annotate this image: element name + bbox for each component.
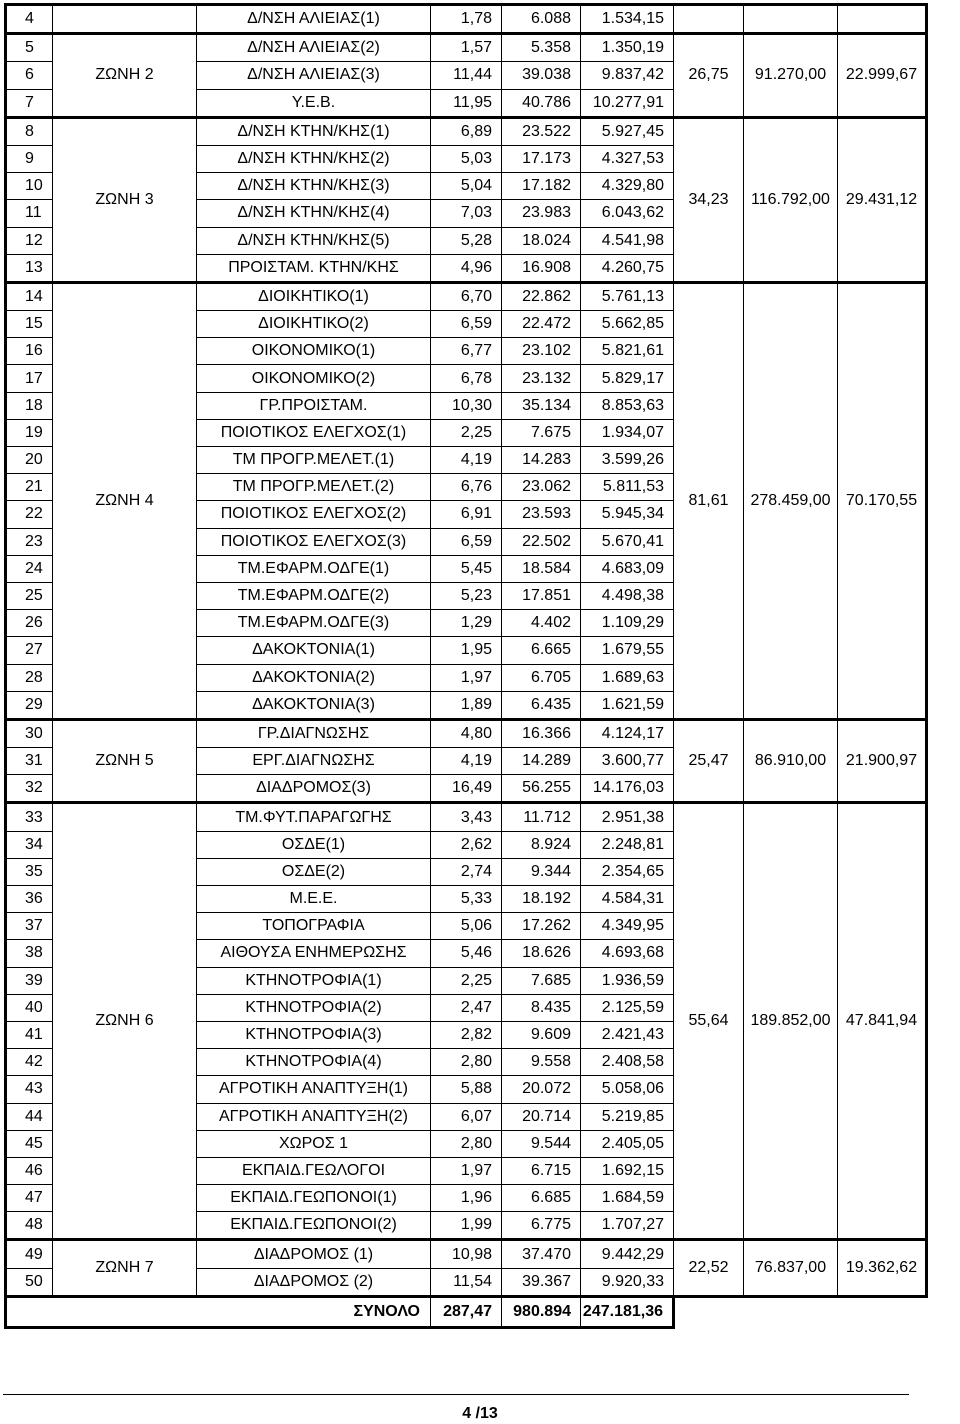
area-value: 11,95 [431, 89, 502, 117]
cost-value: 1.350,19 [581, 34, 674, 62]
cost-value: 1.679,55 [581, 637, 674, 664]
area-value: 5,28 [431, 227, 502, 254]
row-number: 38 [6, 940, 53, 967]
cost-value: 1.689,63 [581, 664, 674, 691]
area-value: 1,97 [431, 664, 502, 691]
area-value: 2,25 [431, 419, 502, 446]
volume-value: 5.358 [502, 34, 581, 62]
table-body [6, 5, 927, 1328]
row-number: 33 [6, 803, 53, 831]
volume-value: 23.522 [502, 117, 581, 145]
row-number: 18 [6, 392, 53, 419]
volume-value: 9.558 [502, 1049, 581, 1076]
zone-total-area: 55,64 [674, 803, 744, 1240]
volume-value: 22.502 [502, 528, 581, 555]
zone-total-cost: 70.170,55 [838, 282, 927, 719]
space-name: ΕΚΠΑΙΔ.ΓΕΩΛΟΓΟΙ [197, 1157, 431, 1184]
cost-value: 9.837,42 [581, 62, 674, 89]
cost-value: 1.936,59 [581, 967, 674, 994]
cost-value: 14.176,03 [581, 775, 674, 803]
area-value: 11,44 [431, 62, 502, 89]
cost-value: 5.829,17 [581, 365, 674, 392]
cost-value: 1.934,07 [581, 419, 674, 446]
zone-total-volume: 91.270,00 [744, 34, 838, 118]
area-value: 6,59 [431, 311, 502, 338]
footer-divider [3, 1394, 909, 1395]
zone-label: ΖΩΝΗ 6 [53, 803, 197, 1240]
space-name: ΠΡΟΙΣΤΑΜ. ΚΤΗΝ/ΚΗΣ [197, 254, 431, 282]
space-name: ΑΓΡΟΤΙΚΗ ΑΝΑΠΤΥΞΗ(2) [197, 1103, 431, 1130]
row-number: 21 [6, 474, 53, 501]
row-number: 37 [6, 913, 53, 940]
table-row [6, 282, 927, 310]
row-number: 47 [6, 1185, 53, 1212]
row-number: 4 [6, 5, 53, 34]
volume-value: 11.712 [502, 803, 581, 831]
area-value: 5,03 [431, 145, 502, 172]
cost-value: 4.349,95 [581, 913, 674, 940]
volume-value: 56.255 [502, 775, 581, 803]
cost-value: 5.945,34 [581, 501, 674, 528]
grand-total-volume: 980.894 [502, 1296, 581, 1327]
space-name: ΕΚΠΑΙΔ.ΓΕΩΠΟΝΟΙ(1) [197, 1185, 431, 1212]
volume-value: 40.786 [502, 89, 581, 117]
zone-label: ΖΩΝΗ 3 [53, 117, 197, 282]
area-value: 5,04 [431, 173, 502, 200]
volume-value: 6.435 [502, 691, 581, 719]
area-value: 1,99 [431, 1212, 502, 1240]
row-number: 26 [6, 610, 53, 637]
volume-value: 9.544 [502, 1130, 581, 1157]
space-name: ΚΤΗΝΟΤΡΟΦΙΑ(4) [197, 1049, 431, 1076]
zone-total-volume: 116.792,00 [744, 117, 838, 282]
space-name: ΑΓΡΟΤΙΚΗ ΑΝΑΠΤΥΞΗ(1) [197, 1076, 431, 1103]
space-name: ΚΤΗΝΟΤΡΟΦΙΑ(2) [197, 994, 431, 1021]
space-name: ΚΤΗΝΟΤΡΟΦΙΑ(1) [197, 967, 431, 994]
volume-value: 6.705 [502, 664, 581, 691]
area-value: 5,06 [431, 913, 502, 940]
area-value: 2,82 [431, 1021, 502, 1048]
row-number: 13 [6, 254, 53, 282]
area-value: 6,78 [431, 365, 502, 392]
volume-value: 39.367 [502, 1268, 581, 1296]
area-value: 1,29 [431, 610, 502, 637]
volume-value: 6.685 [502, 1185, 581, 1212]
row-number: 40 [6, 994, 53, 1021]
zone-total-area: 81,61 [674, 282, 744, 719]
space-name: Δ/ΝΣΗ ΑΛΙΕΙΑΣ(3) [197, 62, 431, 89]
row-number: 15 [6, 311, 53, 338]
space-name: ΟΙΚΟΝΟΜΙΚΟ(2) [197, 365, 431, 392]
cost-value: 2.125,59 [581, 994, 674, 1021]
area-value: 6,70 [431, 282, 502, 310]
row-number: 39 [6, 967, 53, 994]
area-value: 4,19 [431, 447, 502, 474]
grand-total-cost: 247.181,36 [581, 1296, 674, 1327]
space-name: ΕΚΠΑΙΔ.ΓΕΩΠΟΝΟΙ(2) [197, 1212, 431, 1240]
cost-value: 5.058,06 [581, 1076, 674, 1103]
volume-value: 17.173 [502, 145, 581, 172]
volume-value: 35.134 [502, 392, 581, 419]
row-number: 30 [6, 719, 53, 747]
space-name: Δ/ΝΣΗ ΑΛΙΕΙΑΣ(1) [197, 5, 431, 34]
area-value: 1,57 [431, 34, 502, 62]
space-name: ΔΙΑΔΡΟΜΟΣ (2) [197, 1268, 431, 1296]
row-number: 35 [6, 858, 53, 885]
row-number: 27 [6, 637, 53, 664]
row-number: 36 [6, 886, 53, 913]
row-number: 48 [6, 1212, 53, 1240]
volume-value: 22.862 [502, 282, 581, 310]
zone-label: ΖΩΝΗ 2 [53, 34, 197, 118]
space-name: ΔΑΚΟΚΤΟΝΙΑ(2) [197, 664, 431, 691]
zone-label: ΖΩΝΗ 7 [53, 1240, 197, 1296]
area-value: 6,89 [431, 117, 502, 145]
row-number: 25 [6, 582, 53, 609]
area-value: 6,77 [431, 338, 502, 365]
cost-value: 4.693,68 [581, 940, 674, 967]
allocation-table [4, 3, 928, 1329]
row-number: 6 [6, 62, 53, 89]
space-name: ΠΟΙΟΤΙΚΟΣ ΕΛΕΓΧΟΣ(3) [197, 528, 431, 555]
area-value: 1,78 [431, 5, 502, 34]
row-number: 46 [6, 1157, 53, 1184]
table-row [6, 117, 927, 145]
cost-value: 2.405,05 [581, 1130, 674, 1157]
space-name: ΔΙΟΙΚΗΤΙΚΟ(2) [197, 311, 431, 338]
space-name: Δ/ΝΣΗ ΚΤΗΝ/ΚΗΣ(5) [197, 227, 431, 254]
space-name: ΔΑΚΟΚΤΟΝΙΑ(3) [197, 691, 431, 719]
space-name: ΑΙΘΟΥΣΑ ΕΝΗΜΕΡΩΣΗΣ [197, 940, 431, 967]
page-number: 4 /13 [462, 1405, 498, 1422]
space-name: ΠΟΙΟΤΙΚΟΣ ΕΛΕΓΧΟΣ(1) [197, 419, 431, 446]
area-value: 2,25 [431, 967, 502, 994]
cost-value: 4.329,80 [581, 173, 674, 200]
cost-value: 5.662,85 [581, 311, 674, 338]
volume-value: 17.851 [502, 582, 581, 609]
space-name: ΤΜ.ΕΦΑΡΜ.ΟΔΓΕ(3) [197, 610, 431, 637]
table-row [6, 5, 927, 34]
area-value: 1,97 [431, 1157, 502, 1184]
zone-total-volume: 278.459,00 [744, 282, 838, 719]
row-number: 49 [6, 1240, 53, 1268]
space-name: ΟΙΚΟΝΟΜΙΚΟ(1) [197, 338, 431, 365]
cost-value: 3.599,26 [581, 447, 674, 474]
row-number: 44 [6, 1103, 53, 1130]
cost-value: 5.761,13 [581, 282, 674, 310]
area-value: 10,30 [431, 392, 502, 419]
volume-value: 23.132 [502, 365, 581, 392]
table-row [6, 34, 927, 62]
space-name: ΠΟΙΟΤΙΚΟΣ ΕΛΕΓΧΟΣ(2) [197, 501, 431, 528]
volume-value: 14.289 [502, 748, 581, 775]
area-value: 5,88 [431, 1076, 502, 1103]
volume-value: 4.402 [502, 610, 581, 637]
space-name: Δ/ΝΣΗ ΚΤΗΝ/ΚΗΣ(2) [197, 145, 431, 172]
zone-total-cost: 22.999,67 [838, 34, 927, 118]
table-row [6, 803, 927, 831]
volume-value: 23.062 [502, 474, 581, 501]
zone-total-volume: 86.910,00 [744, 719, 838, 803]
space-name: Δ/ΝΣΗ ΑΛΙΕΙΑΣ(2) [197, 34, 431, 62]
zone-total-volume: 189.852,00 [744, 803, 838, 1240]
volume-value: 18.192 [502, 886, 581, 913]
space-name: ΤΜ ΠΡΟΓΡ.ΜΕΛΕΤ.(1) [197, 447, 431, 474]
area-value: 3,43 [431, 803, 502, 831]
cost-value: 1.692,15 [581, 1157, 674, 1184]
volume-value: 17.182 [502, 173, 581, 200]
space-name: ΤΜ.ΕΦΑΡΜ.ΟΔΓΕ(1) [197, 555, 431, 582]
cost-value: 3.600,77 [581, 748, 674, 775]
space-name: ΧΩΡΟΣ 1 [197, 1130, 431, 1157]
area-value: 2,80 [431, 1130, 502, 1157]
volume-value: 6.775 [502, 1212, 581, 1240]
table-row [6, 1240, 927, 1268]
cost-value: 2.951,38 [581, 803, 674, 831]
row-number: 9 [6, 145, 53, 172]
space-name: Δ/ΝΣΗ ΚΤΗΝ/ΚΗΣ(4) [197, 200, 431, 227]
zone-total-cost: 47.841,94 [838, 803, 927, 1240]
volume-value: 18.024 [502, 227, 581, 254]
volume-value: 8.435 [502, 994, 581, 1021]
row-number: 20 [6, 447, 53, 474]
cost-value: 2.354,65 [581, 858, 674, 885]
cost-value: 4.541,98 [581, 227, 674, 254]
volume-value: 18.626 [502, 940, 581, 967]
cost-value: 2.421,43 [581, 1021, 674, 1048]
zone-label: ΖΩΝΗ 4 [53, 282, 197, 719]
zone-label [53, 5, 197, 34]
row-number: 23 [6, 528, 53, 555]
space-name: ΤΜ.ΕΦΑΡΜ.ΟΔΓΕ(2) [197, 582, 431, 609]
space-name: ΓΡ.ΠΡΟΙΣΤΑΜ. [197, 392, 431, 419]
cost-value: 1.621,59 [581, 691, 674, 719]
volume-value: 14.283 [502, 447, 581, 474]
volume-value: 20.714 [502, 1103, 581, 1130]
area-value: 6,76 [431, 474, 502, 501]
area-value: 5,33 [431, 886, 502, 913]
cost-value: 4.327,53 [581, 145, 674, 172]
area-value: 5,46 [431, 940, 502, 967]
cost-value: 1.534,15 [581, 5, 674, 34]
area-value: 4,96 [431, 254, 502, 282]
row-number: 16 [6, 338, 53, 365]
row-number: 31 [6, 748, 53, 775]
row-number: 19 [6, 419, 53, 446]
space-name: ΔΙΟΙΚΗΤΙΚΟ(1) [197, 282, 431, 310]
row-number: 41 [6, 1021, 53, 1048]
volume-value: 7.675 [502, 419, 581, 446]
space-name: ΚΤΗΝΟΤΡΟΦΙΑ(3) [197, 1021, 431, 1048]
area-value: 16,49 [431, 775, 502, 803]
volume-value: 37.470 [502, 1240, 581, 1268]
zone-total-cost: 19.362,62 [838, 1240, 927, 1296]
cost-value: 5.821,61 [581, 338, 674, 365]
area-value: 1,95 [431, 637, 502, 664]
cost-value: 1.707,27 [581, 1212, 674, 1240]
zone-total-empty [674, 5, 744, 34]
empty-cell [674, 1296, 927, 1327]
volume-value: 22.472 [502, 311, 581, 338]
volume-value: 20.072 [502, 1076, 581, 1103]
zone-total-area: 25,47 [674, 719, 744, 803]
space-name: ΔΑΚΟΚΤΟΝΙΑ(1) [197, 637, 431, 664]
row-number: 14 [6, 282, 53, 310]
row-number: 42 [6, 1049, 53, 1076]
space-name: ΟΣΔΕ(1) [197, 831, 431, 858]
cost-value: 4.260,75 [581, 254, 674, 282]
space-name: ΕΡΓ.ΔΙΑΓΝΩΣΗΣ [197, 748, 431, 775]
area-value: 6,07 [431, 1103, 502, 1130]
zone-label: ΖΩΝΗ 5 [53, 719, 197, 803]
area-value: 7,03 [431, 200, 502, 227]
area-value: 11,54 [431, 1268, 502, 1296]
area-value: 6,91 [431, 501, 502, 528]
volume-value: 7.685 [502, 967, 581, 994]
zone-total-empty [838, 5, 927, 34]
volume-value: 9.344 [502, 858, 581, 885]
zone-total-empty [744, 5, 838, 34]
row-number: 5 [6, 34, 53, 62]
cost-value: 5.219,85 [581, 1103, 674, 1130]
table-row [6, 719, 927, 747]
cost-value: 8.853,63 [581, 392, 674, 419]
area-value: 5,45 [431, 555, 502, 582]
space-name: ΔΙΑΔΡΟΜΟΣ (1) [197, 1240, 431, 1268]
zone-total-area: 34,23 [674, 117, 744, 282]
cost-value: 4.683,09 [581, 555, 674, 582]
volume-value: 16.366 [502, 719, 581, 747]
space-name: Δ/ΝΣΗ ΚΤΗΝ/ΚΗΣ(1) [197, 117, 431, 145]
grand-total-row [6, 1296, 927, 1327]
row-number: 12 [6, 227, 53, 254]
volume-value: 16.908 [502, 254, 581, 282]
area-value: 1,89 [431, 691, 502, 719]
row-number: 24 [6, 555, 53, 582]
zone-total-volume: 76.837,00 [744, 1240, 838, 1296]
row-number: 11 [6, 200, 53, 227]
space-name: Μ.Ε.Ε. [197, 886, 431, 913]
cost-value: 5.811,53 [581, 474, 674, 501]
space-name: ΤΜ ΠΡΟΓΡ.ΜΕΛΕΤ.(2) [197, 474, 431, 501]
area-value: 1,96 [431, 1185, 502, 1212]
grand-total-area: 287,47 [431, 1296, 502, 1327]
space-name: ΤΟΠΟΓΡΑΦΙΑ [197, 913, 431, 940]
row-number: 32 [6, 775, 53, 803]
cost-value: 9.920,33 [581, 1268, 674, 1296]
cost-value: 2.408,58 [581, 1049, 674, 1076]
area-value: 6,59 [431, 528, 502, 555]
space-name: ΔΙΑΔΡΟΜΟΣ(3) [197, 775, 431, 803]
row-number: 8 [6, 117, 53, 145]
row-number: 10 [6, 173, 53, 200]
row-number: 28 [6, 664, 53, 691]
space-name: ΤΜ.ΦΥΤ.ΠΑΡΑΓΩΓΗΣ [197, 803, 431, 831]
cost-value: 1.684,59 [581, 1185, 674, 1212]
grand-total-label: ΣΥΝΟΛΟ [6, 1296, 431, 1327]
volume-value: 18.584 [502, 555, 581, 582]
row-number: 7 [6, 89, 53, 117]
zone-total-cost: 21.900,97 [838, 719, 927, 803]
area-value: 4,19 [431, 748, 502, 775]
cost-value: 10.277,91 [581, 89, 674, 117]
volume-value: 17.262 [502, 913, 581, 940]
area-value: 2,74 [431, 858, 502, 885]
cost-value: 2.248,81 [581, 831, 674, 858]
cost-value: 5.670,41 [581, 528, 674, 555]
volume-value: 23.593 [502, 501, 581, 528]
volume-value: 23.102 [502, 338, 581, 365]
cost-value: 5.927,45 [581, 117, 674, 145]
space-name: ΓΡ.ΔΙΑΓΝΩΣΗΣ [197, 719, 431, 747]
row-number: 50 [6, 1268, 53, 1296]
area-value: 4,80 [431, 719, 502, 747]
space-name: ΟΣΔΕ(2) [197, 858, 431, 885]
volume-value: 6.088 [502, 5, 581, 34]
area-value: 2,47 [431, 994, 502, 1021]
area-value: 5,23 [431, 582, 502, 609]
cost-value: 4.498,38 [581, 582, 674, 609]
zone-total-area: 26,75 [674, 34, 744, 118]
row-number: 45 [6, 1130, 53, 1157]
cost-value: 9.442,29 [581, 1240, 674, 1268]
area-value: 2,62 [431, 831, 502, 858]
cost-value: 1.109,29 [581, 610, 674, 637]
zone-total-area: 22,52 [674, 1240, 744, 1296]
area-value: 10,98 [431, 1240, 502, 1268]
zone-total-cost: 29.431,12 [838, 117, 927, 282]
space-name: Δ/ΝΣΗ ΚΤΗΝ/ΚΗΣ(3) [197, 173, 431, 200]
cost-value: 4.584,31 [581, 886, 674, 913]
volume-value: 23.983 [502, 200, 581, 227]
volume-value: 8.924 [502, 831, 581, 858]
row-number: 43 [6, 1076, 53, 1103]
row-number: 34 [6, 831, 53, 858]
row-number: 17 [6, 365, 53, 392]
volume-value: 39.038 [502, 62, 581, 89]
volume-value: 9.609 [502, 1021, 581, 1048]
volume-value: 6.715 [502, 1157, 581, 1184]
area-value: 2,80 [431, 1049, 502, 1076]
volume-value: 6.665 [502, 637, 581, 664]
cost-value: 6.043,62 [581, 200, 674, 227]
row-number: 29 [6, 691, 53, 719]
row-number: 22 [6, 501, 53, 528]
space-name: Υ.Ε.Β. [197, 89, 431, 117]
cost-value: 4.124,17 [581, 719, 674, 747]
